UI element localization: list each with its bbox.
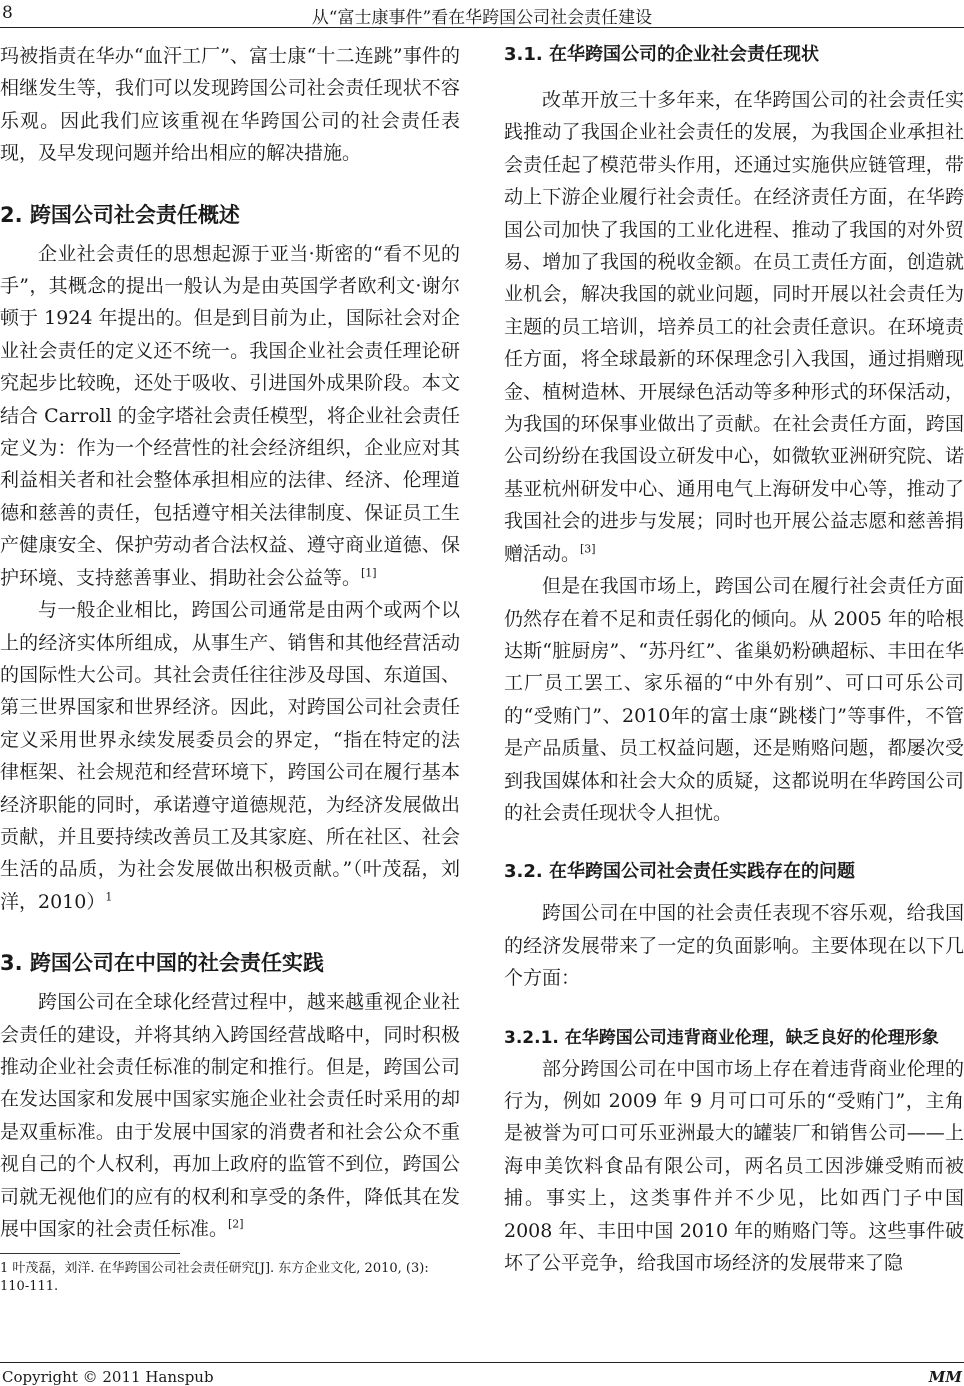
paragraph-text: 与一般企业相比，跨国公司通常是由两个或两个以上的经济实体所组成，从事生产、销售和其他经营活动的国际性大公司。其社会责任往往涉及母国、东道国、第三世界国家和世界经济。因此，对跨国公司社会责任定义采用世界永续发展委员会的界定，“指在特定的法律框架、社会规范和经营环境下，跨国公司在履行基本经济职能的同时，承诺遵守道德规范，为经济发展做出贡献，并且要持续改善员工及其家庭、所在社区、社会生活的品质，为社会发展做出积极贡献。”（叶茂磊，刘洋，2010） (0, 599, 460, 913)
citation-ref: [1] (361, 566, 377, 580)
section-3-1-paragraph-2: 但是在我国市场上，跨国公司在履行社会责任方面仍然存在着不足和责任弱化的倾向。从 2005 年的哈根达斯“脏厨房”、“苏丹红”、雀巢奶粉碘超标、丰田在华工厂员工罢工、家乐福的“中外有别”、可口可乐公司的“受贿门”、2010年的富士康“跳楼门”等事件，不管是产品质量、员工权益问题，还是贿赂问题，都屡次受到我国媒体和社会大众的质疑，这都说明在华跨国公司的社会责任现状令人担忧。 (504, 575, 964, 824)
page-footer (0, 1368, 964, 1386)
section-2-paragraph-1 (0, 238, 460, 594)
citation-ref: [3] (580, 542, 596, 556)
footnote-ref: 1 (105, 890, 113, 904)
intro-paragraph: 玛被指责在华办“血汗工厂”、富士康“十二连跳”事件的相继发生等，我们可以发现跨国公司社会责任现状不容乐观。因此我们应该重视在华跨国公司的社会责任表现，及早发现问题并给出相应的解决措施。 (0, 45, 460, 165)
paragraph-text: 企业社会责任的思想起源于亚当·斯密的“看不见的手”，其概念的提出一般认为是由英国学者欧利文·谢尔顿于 1924 年提出的。但是到目前为止，国际社会对企业社会责任的定义还不统一。我国企业社会责任理论研究起步比较晚，还处于吸收、引进国外成果阶段。本文结合 Carroll 的金字塔社会责任模型，将企业社会责任定义为：作为一个经营性的社会经济组织，企业应对其利益相关者和社会整体承担相应的法律、经济、伦理道德和慈善的责任，包括遵守相关法律制度、保证员工生产健康安全、保护劳动者合法权益、遵守商业道德、保护环境、支持慈善事业、捐助社会公益等。 (0, 242, 460, 589)
section-2-paragraph-2 (0, 594, 460, 918)
header-rule (0, 27, 964, 28)
copyright-notice: Copyright © 2011 Hanspub (2, 1368, 214, 1386)
section-3-1-paragraph-1 (504, 84, 964, 570)
paragraph-text: 跨国公司在全球化经营过程中，越来越重视企业社会责任的建设，并将其纳入跨国经营战略中，同时积极推动企业社会责任标准的制定和推行。但是，跨国公司在发达国家和发展中国家实施企业社会责任时采用的却是双重标准。由于发展中国家的消费者和社会公众不重视自己的个人权利，再加上政府的监管不到位，跨国公司就无视他们的应有的权利和享受的条件，降低其在发展中国家的社会责任标准。 (0, 991, 460, 1240)
section-3-2-paragraph-1: 跨国公司在中国的社会责任表现不容乐观，给我国的经济发展带来了一定的负面影响。主要体现在以下几个方面： (504, 902, 964, 990)
footnote: 1 叶茂磊，刘洋. 在华跨国公司社会责任研究[J]. 东方企业文化, 2010, (3): 110-111. (0, 1261, 429, 1295)
section-3-2-1-paragraph-1: 部分跨国公司在中国市场上存在着违背商业伦理的行为，例如 2009 年 9 月可口可乐的“受贿门”，主角是被誉为可口可乐亚洲最大的罐装厂和销售公司——上海申美饮料食品有限公司，两名员工因涉嫌受贿而被捕。事实上，这类事件并不少见，比如西门子中国 2008 年、丰田中国 2010 年的贿赂门等。这些事件破坏了公平竞争，给我国市场经济的发展带来了隐 (504, 1057, 964, 1274)
page-header (0, 0, 964, 30)
section-3-heading: 3. 跨国公司在中国的社会责任实践 (0, 951, 324, 976)
section-3-2-heading: 3.2. 在华跨国公司社会责任实践存在的问题 (504, 861, 855, 883)
paragraph-text: 改革开放三十多年来，在华跨国公司的社会责任实践推动了我国企业社会责任的发展，为我国企业承担社会责任起了模范带头作用，还通过实施供应链管理，带动上下游企业履行社会责任。在经济责任方面，在华跨国公司加快了我国的工业化进程、推动了我国的对外贸易、增加了我国的税收金额。在员工责任方面，创造就业机会，解决我国的就业问题，同时开展以社会责任为主题的员工培训，培养员工的社会责任意识。在环境责任方面，将全球最新的环保理念引入我国，通过捐赠现金、植树造林、开展绿色活动等多种形式的环保活动，为我国的环保事业做出了贡献。在社会责任方面，跨国公司纷纷在我国设立研发中心，如微软亚洲研究院、诺基亚杭州研发中心、通用电气上海研发中心等，推动了我国社会的进步与发展；同时也开展公益志愿和慈善捐赠活动。 (504, 89, 964, 565)
citation-ref: [2] (228, 1217, 244, 1231)
running-title: 从“富士康事件”看在华跨国公司社会责任建设 (311, 8, 653, 28)
right-column (504, 40, 964, 1279)
section-2-heading: 2. 跨国公司社会责任概述 (0, 202, 240, 227)
section-3-paragraph-1 (0, 986, 460, 1245)
footer-rule (0, 1362, 964, 1363)
section-3-1-heading: 3.1. 在华跨国公司的企业社会责任现状 (504, 44, 819, 65)
section-3-2-1-heading: 3.2.1. 在华跨国公司违背商业伦理，缺乏良好的伦理形象 (504, 1027, 939, 1048)
footnote-rule (0, 1253, 180, 1254)
left-column (0, 40, 460, 1296)
journal-abbreviation: MM (928, 1368, 962, 1386)
page-number: 8 (2, 3, 13, 23)
